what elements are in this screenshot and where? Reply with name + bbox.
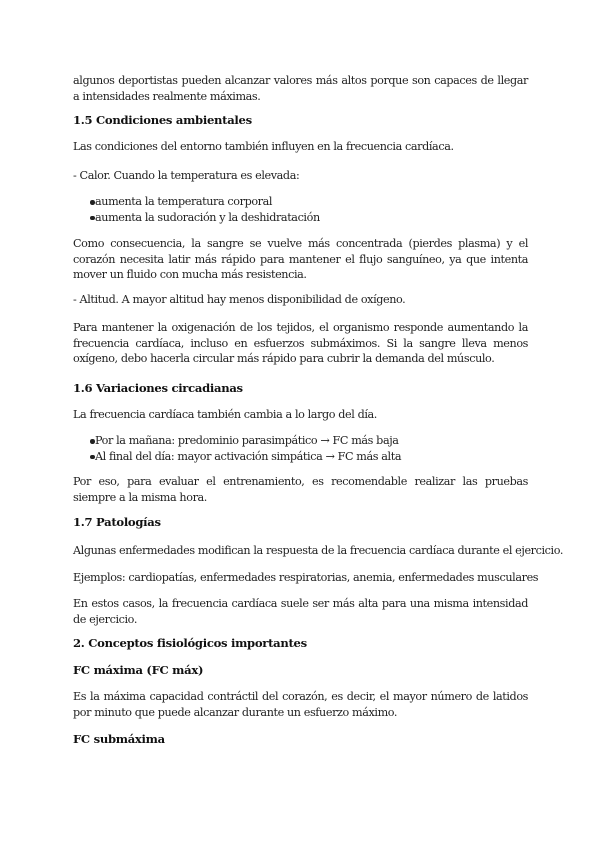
heat-paragraph: - Calor. Cuando la temperatura es elevada: bbox=[73, 169, 300, 182]
consequence-paragraph: Como consecuencia, la sangre se vuelve más concentrada (pierdes plasma) y el corazón necesita latir más rápido para mantener el flujo sanguíneo, ya que intenta mover un fluido con mucha más resistencia. bbox=[73, 237, 528, 281]
circadian-list bbox=[73, 433, 528, 464]
fc-max-paragraph: Es la máxima capacidad contráctil del corazón, es decir, el mayor número de latidos por minuto que puede alcanzar durante un esfuerzo máximo. bbox=[73, 690, 528, 719]
heading-1-6-circadian-variations: 1.6 Variaciones circadianas bbox=[73, 381, 243, 395]
cases-paragraph: En estos casos, la frecuencia cardíaca suele ser más alta para una misma intensidad de ejercicio. bbox=[73, 597, 528, 626]
examples-paragraph: Ejemplos: cardiopatías, enfermedades respiratorias, anemia, enfermedades musculares bbox=[73, 571, 539, 584]
bullet-icon bbox=[90, 216, 95, 221]
heading-1-7-pathologies: 1.7 Patologías bbox=[73, 515, 161, 529]
bullet-icon bbox=[90, 439, 95, 444]
bullet-icon bbox=[90, 200, 95, 205]
heading-2-physiological-concepts: 2. Conceptos fisiológicos importantes bbox=[73, 636, 307, 650]
bullet-icon bbox=[90, 455, 95, 460]
evaluation-paragraph: Por eso, para evaluar el entrenamiento, es recomendable realizar las pruebas siempre a la misma hora. bbox=[73, 475, 528, 504]
intro-paragraph: algunos deportistas pueden alcanzar valores más altos porque son capaces de llegar a intensidades realmente máximas. bbox=[73, 74, 528, 103]
heat-effects-list bbox=[73, 194, 528, 225]
pathologies-paragraph: Algunas enfermedades modifican la respuesta de la frecuencia cardíaca durante el ejercicio. bbox=[73, 544, 563, 557]
circadian-paragraph: La frecuencia cardíaca también cambia a lo largo del día. bbox=[73, 408, 377, 421]
oxygenation-paragraph: Para mantener la oxigenación de los tejidos, el organismo responde aumentando la frecuencia cardíaca, incluso en esfuerzos submáximos. Si la sangre lleva menos oxígeno, debo hacerla circular más rápido para cubrir la demanda del músculo. bbox=[73, 321, 528, 365]
heading-fc-submax: FC submáxima bbox=[73, 732, 165, 746]
list-item: Por la mañana: predominio parasimpático → FC más baja bbox=[73, 433, 528, 449]
list-item: aumenta la temperatura corporal bbox=[73, 194, 528, 210]
conditions-paragraph: Las condiciones del entorno también influyen en la frecuencia cardíaca. bbox=[73, 140, 454, 153]
list-item: Al final del día: mayor activación simpática → FC más alta bbox=[73, 449, 528, 465]
heading-1-5-environmental-conditions: 1.5 Condiciones ambientales bbox=[73, 113, 252, 127]
heading-fc-max: FC máxima (FC máx) bbox=[73, 663, 204, 677]
altitude-paragraph: - Altitud. A mayor altitud hay menos disponibilidad de oxígeno. bbox=[73, 293, 406, 306]
list-item: aumenta la sudoración y la deshidratación bbox=[73, 210, 528, 226]
